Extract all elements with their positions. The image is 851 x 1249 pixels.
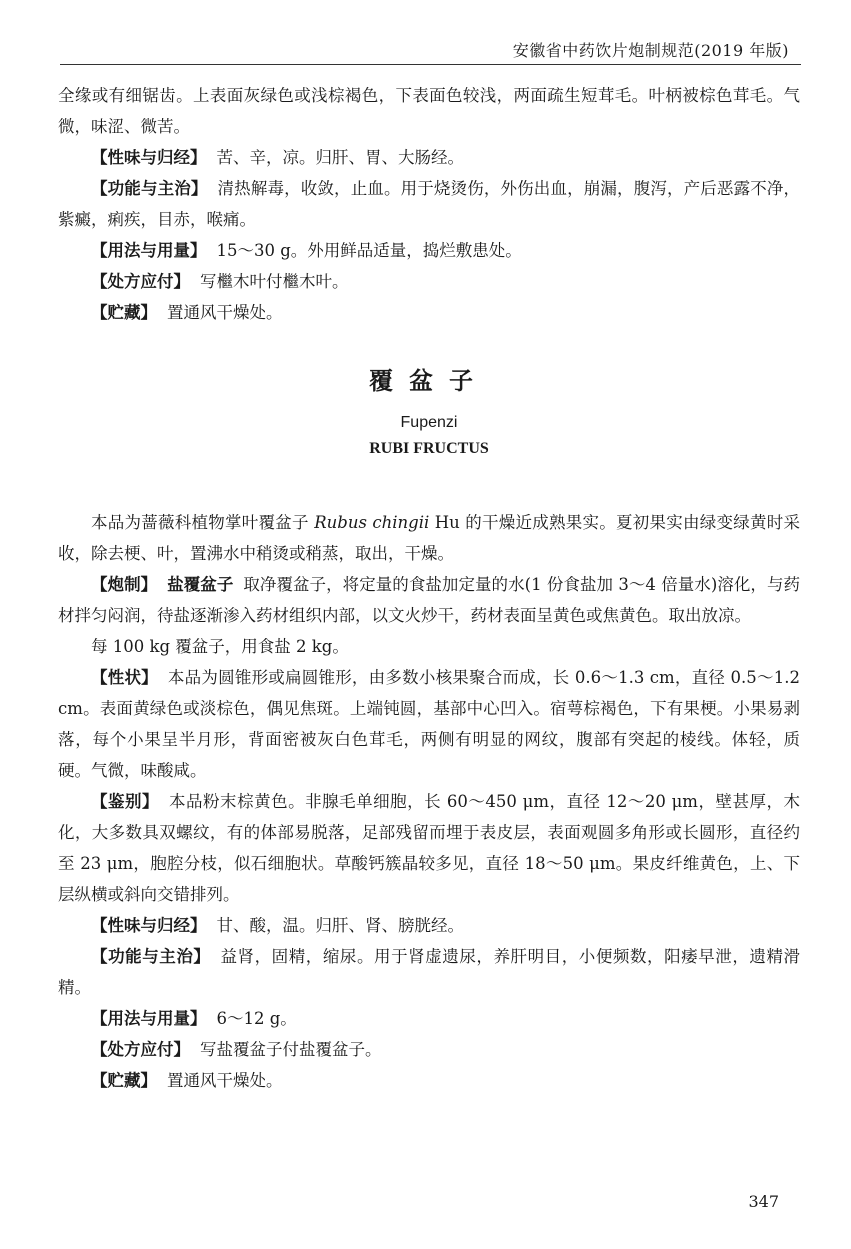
salt-ratio-paragraph: 每 100 kg 覆盆子，用食盐 2 kg。 (91, 637, 349, 656)
chufang-paragraph (58, 1034, 800, 1065)
section-label: 【用法与用量】 (91, 1009, 207, 1028)
xingzhuang-paragraph (58, 662, 800, 786)
section-label: 【功能与主治】 (91, 179, 208, 198)
yongfa-paragraph (58, 1003, 800, 1034)
section-label: 【性味与归经】 (91, 148, 207, 167)
page-content (58, 80, 800, 1096)
running-header: 安徽省中药饮片炮制规范(2019 年版) (512, 41, 789, 60)
section-label: 【贮藏】 (91, 1071, 157, 1090)
section-text: 写盐覆盆子付盐覆盆子。 (200, 1040, 382, 1059)
paozhi-paragraph (58, 569, 800, 631)
header-divider (60, 64, 801, 65)
prev-yongfa-paragraph (58, 235, 800, 266)
section-label: 【功能与主治】 (91, 947, 211, 966)
prev-entry-continuation: 全缘或有细锯齿。上表面灰绿色或浅棕褐色，下表面色较浅，两面疏生短茸毛。叶柄被棕色茸毛。气微，味涩、微苦。 (58, 86, 800, 136)
species-name: Rubus chingii (314, 513, 430, 532)
entry-pinyin: Fupenzi (400, 414, 458, 431)
gongneng-paragraph (58, 941, 800, 1003)
section-label: 【性味与归经】 (91, 916, 207, 935)
prev-chufang-paragraph (58, 266, 800, 297)
section-label: 【贮藏】 (91, 303, 157, 322)
section-label: 【炮制】 (91, 575, 158, 594)
prev-xingwei-paragraph (58, 142, 800, 173)
prev-gongneng-paragraph (58, 173, 800, 235)
zhucang-paragraph (58, 1065, 800, 1096)
section-label: 【用法与用量】 (91, 241, 207, 260)
entry-latin-name: RUBI FRUCTUS (369, 440, 489, 457)
section-text: 本品为圆锥形或扁圆锥形，由多数小核果聚合而成，长 0.6～1.3 cm，直径 0.5～1.2 cm。表面黄绿色或淡棕色，偶见焦斑。上端钝圆，基部中心凹入。宿萼棕褐色，下有果梗。小果易剥落，每个小果呈半月形，背面密被灰白色茸毛，两侧有明显的网纹，腹部有突起的棱线。体轻，质硬。气微，味酸咸。 (58, 668, 800, 780)
section-label: 【处方应付】 (91, 1040, 190, 1059)
section-text: 置通风干燥处。 (167, 1071, 283, 1090)
prev-zhucang-paragraph (58, 297, 800, 328)
jianbie-paragraph (58, 786, 800, 910)
intro-text: 本品为蔷薇科植物掌叶覆盆子 (91, 513, 315, 532)
section-text: 清热解毒，收敛，止血。用于烧烫伤，外伤出血，崩漏，腹泻，产后恶露不净，紫癜，痢疾，目赤，喉痛。 (58, 179, 801, 229)
entry-title: 覆盆子 (369, 367, 489, 395)
section-text: 本品粉末棕黄色。非腺毛单细胞，长 60～450 μm，直径 12～20 μm，壁甚厚，木化，大多数具双螺纹，有的体部易脱落，足部残留而埋于表皮层，表面观圆多角形或长圆形，直径约至 23 μm，胞腔分枝，似石细胞状。草酸钙簇晶较多见，直径 18～50 μm。果皮纤维黄色，上、下层纵横或斜向交错排列。 (58, 792, 800, 904)
entry-intro-paragraph (58, 507, 800, 569)
section-text: 益肾，固精，缩尿。用于肾虚遗尿，养肝明目，小便频数，阳痿早泄，遗精滑精。 (58, 947, 800, 997)
section-label: 【处方应付】 (91, 272, 190, 291)
section-text: 置通风干燥处。 (167, 303, 283, 322)
section-text: 写檵木叶付檵木叶。 (200, 272, 349, 291)
section-sublabel: 盐覆盆子 (167, 575, 234, 594)
section-label: 【鉴别】 (91, 792, 160, 811)
section-label: 【性状】 (91, 668, 158, 687)
section-text: 甘、酸，温。归肝、肾、膀胱经。 (216, 916, 464, 935)
section-text: 15～30 g。外用鲜品适量，捣烂敷患处。 (216, 241, 522, 260)
xingwei-paragraph (58, 910, 800, 941)
intro-text: Hu 的干燥近成熟果实。夏初果实由绿变绿黄时采收，除去梗、叶，置沸水中稍烫或稍蒸，取出，干燥。 (58, 513, 800, 563)
section-text: 6～12 g。 (216, 1009, 297, 1028)
page-number: 347 (748, 1192, 779, 1211)
section-text: 取净覆盆子，将定量的食盐加定量的水(1 份食盐加 3～4 倍量水)溶化，与药材拌匀闷润，待盐逐渐渗入药材组织内部，以文火炒干，药材表面呈黄色或焦黄色。取出放凉。 (58, 575, 801, 625)
section-text: 苦、辛，凉。归肝、胃、大肠经。 (216, 148, 464, 167)
